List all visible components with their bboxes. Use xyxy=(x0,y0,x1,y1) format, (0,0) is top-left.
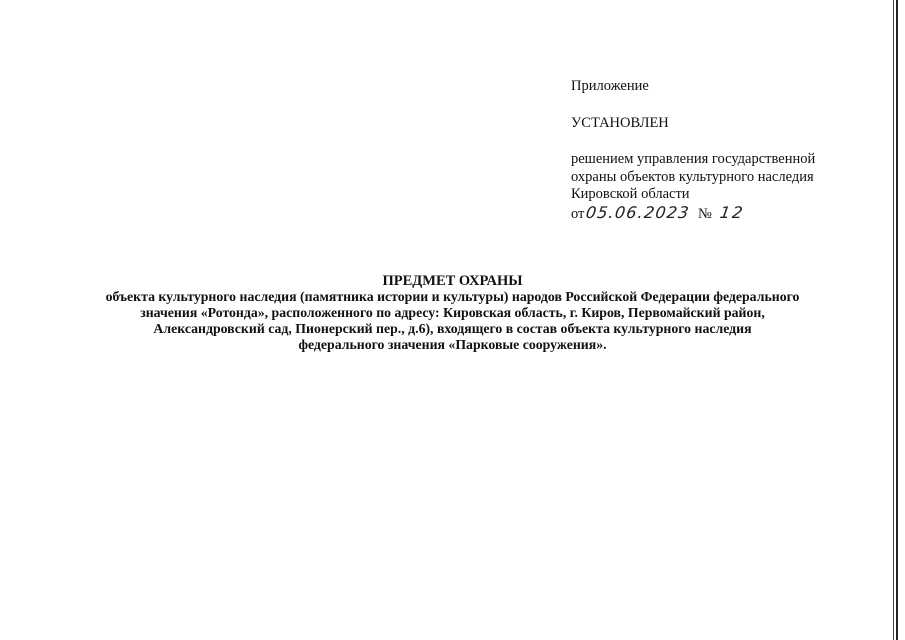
document-description xyxy=(20,289,885,353)
decision-line: Кировской области xyxy=(571,186,690,202)
decision-block xyxy=(571,151,815,223)
document-title: ПРЕДМЕТ ОХРАНЫ xyxy=(382,273,523,289)
description-line: объекта культурного наследия (памятника истории и культуры) народов Российской Федерации федерального xyxy=(105,289,800,304)
description-line: федерального значения «Парковые сооружения». xyxy=(298,337,607,352)
decision-line: решением управления государственной xyxy=(571,151,816,167)
from-prefix: от xyxy=(571,205,585,222)
decision-line: охраны объектов культурного наследия xyxy=(571,168,814,185)
appendix-label: Приложение xyxy=(571,78,649,94)
description-line: значения «Ротонда», расположенного по адресу: Кировская область, г. Киров, Первомайский район, xyxy=(140,305,765,320)
handwritten-number: 12 xyxy=(718,202,746,222)
description-line: Александровский сад, Пионерский пер., д.6), входящего в состав объекта культурного наследия xyxy=(153,321,752,336)
number-sign: № xyxy=(698,205,712,222)
decision-date-line xyxy=(571,204,815,224)
handwritten-date: 05.06.2023 xyxy=(585,202,692,222)
scan-border-line xyxy=(893,0,894,640)
approved-label: УСТАНОВЛЕН xyxy=(571,115,669,131)
scan-border-line xyxy=(896,0,898,640)
